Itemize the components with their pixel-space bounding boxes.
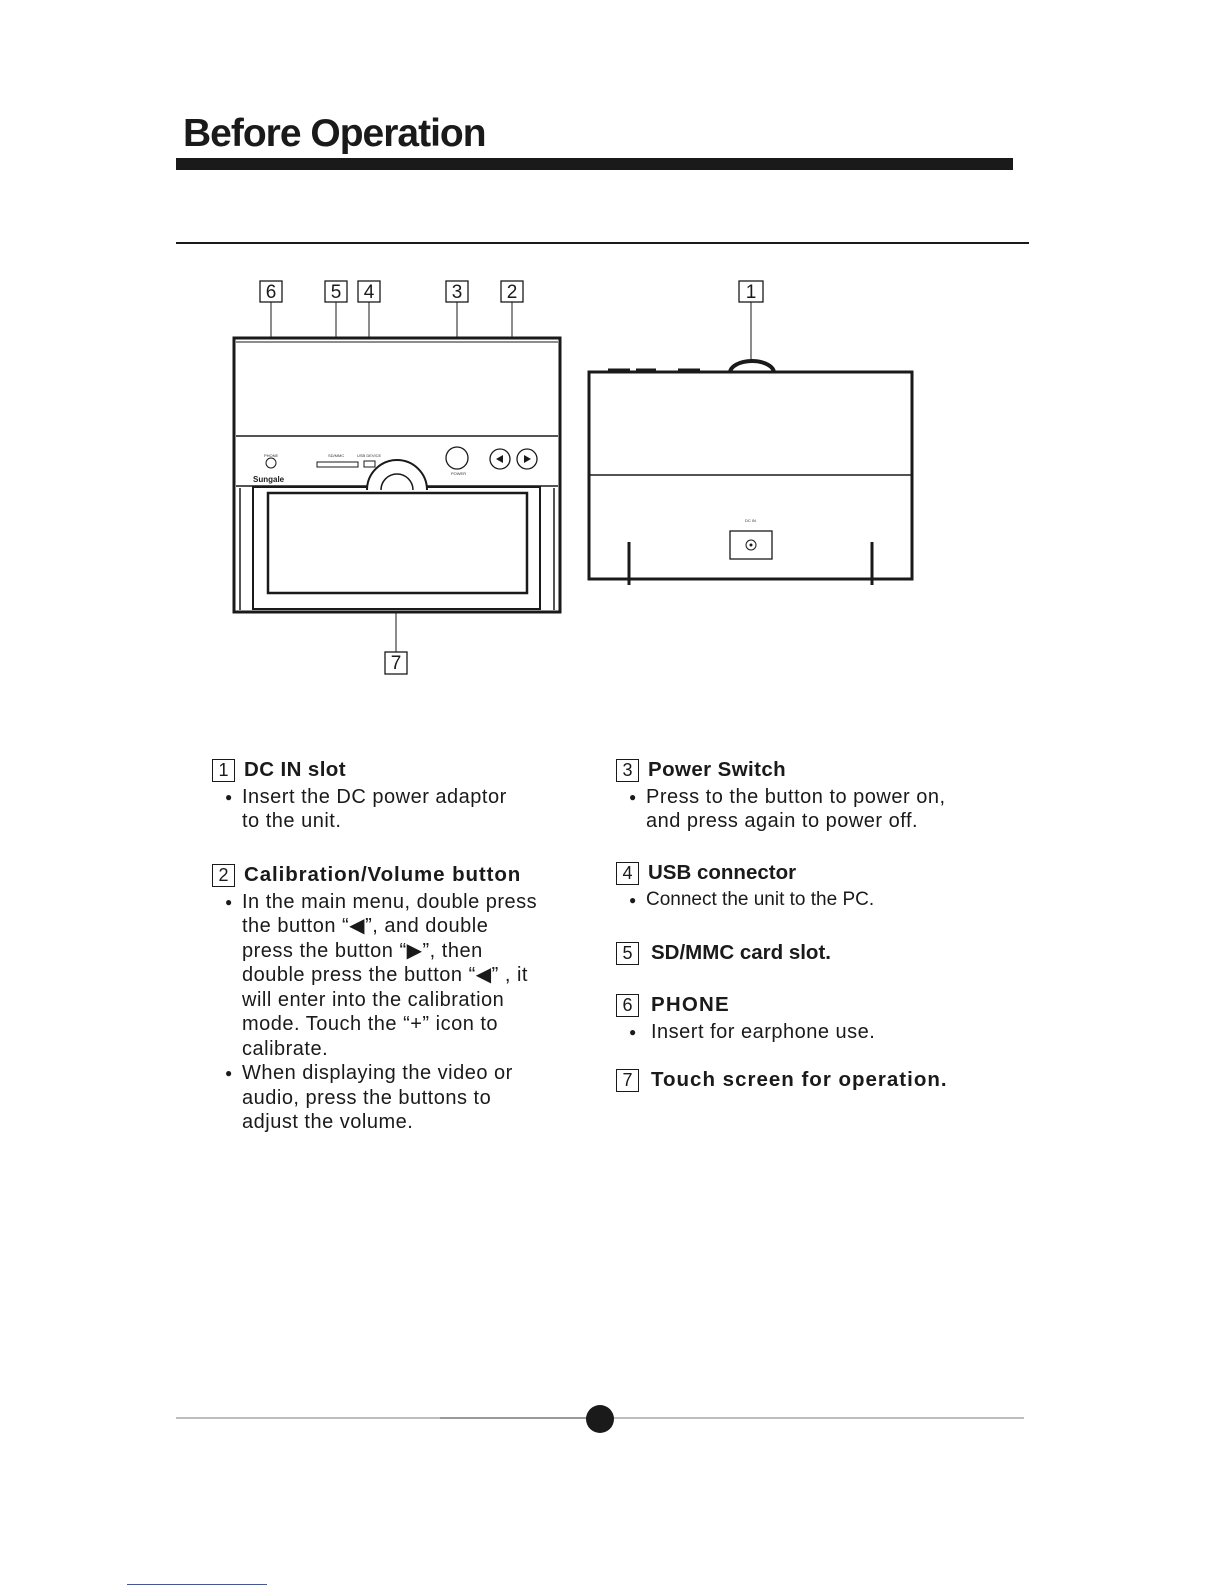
svg-text:POWER: POWER — [451, 471, 467, 476]
svg-text:3: 3 — [451, 282, 463, 303]
callout-2 — [501, 281, 523, 303]
item-heading: PHONE — [651, 993, 730, 1016]
item-heading: DC IN slot — [244, 758, 346, 781]
callout-5 — [325, 281, 347, 303]
svg-text:DC IN: DC IN — [745, 518, 756, 523]
item-power-switch — [616, 758, 946, 834]
device-back-view — [589, 361, 912, 585]
item-number: 3 — [616, 759, 639, 782]
callout-4 — [358, 281, 380, 303]
item-number: 4 — [616, 862, 639, 885]
item-dc-in-slot — [212, 758, 507, 834]
item-heading: SD/MMC card slot. — [651, 941, 831, 964]
item-number: 7 — [616, 1069, 639, 1092]
svg-text:4: 4 — [363, 282, 375, 303]
item-heading: Touch screen for operation. — [651, 1068, 948, 1091]
callout-7 — [385, 652, 407, 674]
item-phone — [616, 993, 875, 1044]
svg-text:Sungale: Sungale — [253, 475, 285, 484]
bullet: ● Press to the button to power on, and press again to power off. — [616, 785, 946, 834]
item-calibration-volume-button — [212, 863, 537, 1135]
item-heading: Calibration/Volume button — [244, 863, 522, 886]
item-heading: Power Switch — [648, 758, 787, 781]
bullet: ● Connect the unit to the PC. — [616, 888, 874, 913]
item-number: 5 — [616, 942, 639, 965]
svg-text:6: 6 — [265, 282, 277, 303]
page-marker-dot — [586, 1405, 614, 1433]
svg-text:SD/MMC: SD/MMC — [328, 453, 345, 458]
bullet: ● Insert the DC power adaptor to the unit. — [212, 785, 507, 834]
item-sd-mmc-card-slot — [616, 941, 831, 966]
item-number: 6 — [616, 994, 639, 1017]
item-heading: USB connector — [648, 861, 797, 884]
item-number: 1 — [212, 759, 235, 782]
callout-1 — [739, 281, 763, 303]
footer-rule-accent — [440, 1417, 590, 1419]
item-usb-connector — [616, 861, 874, 912]
svg-text:PHONE: PHONE — [264, 453, 279, 458]
callout-3 — [446, 281, 468, 303]
svg-text:1: 1 — [745, 282, 757, 303]
item-number: 2 — [212, 864, 235, 887]
device-diagram — [0, 0, 1225, 700]
callout-6 — [260, 281, 282, 303]
page-title: Before Operation — [183, 112, 486, 155]
svg-text:7: 7 — [390, 653, 402, 674]
bullet: ● When displaying the video or audio, press the buttons to adjust the volume. — [212, 1061, 537, 1135]
svg-text:5: 5 — [330, 282, 342, 303]
bullet: ● Insert for earphone use. — [616, 1020, 875, 1045]
svg-text:USB DEVICE: USB DEVICE — [357, 453, 382, 458]
device-front-view — [234, 338, 560, 612]
svg-text:2: 2 — [506, 282, 518, 303]
item-touch-screen — [616, 1068, 948, 1093]
bullet: ● In the main menu, double press the button “◀”, and double press the button “▶”, then double press the button “◀” , it will enter into the calibration mode. Touch the “+” icon to calibrate. — [212, 890, 537, 1062]
